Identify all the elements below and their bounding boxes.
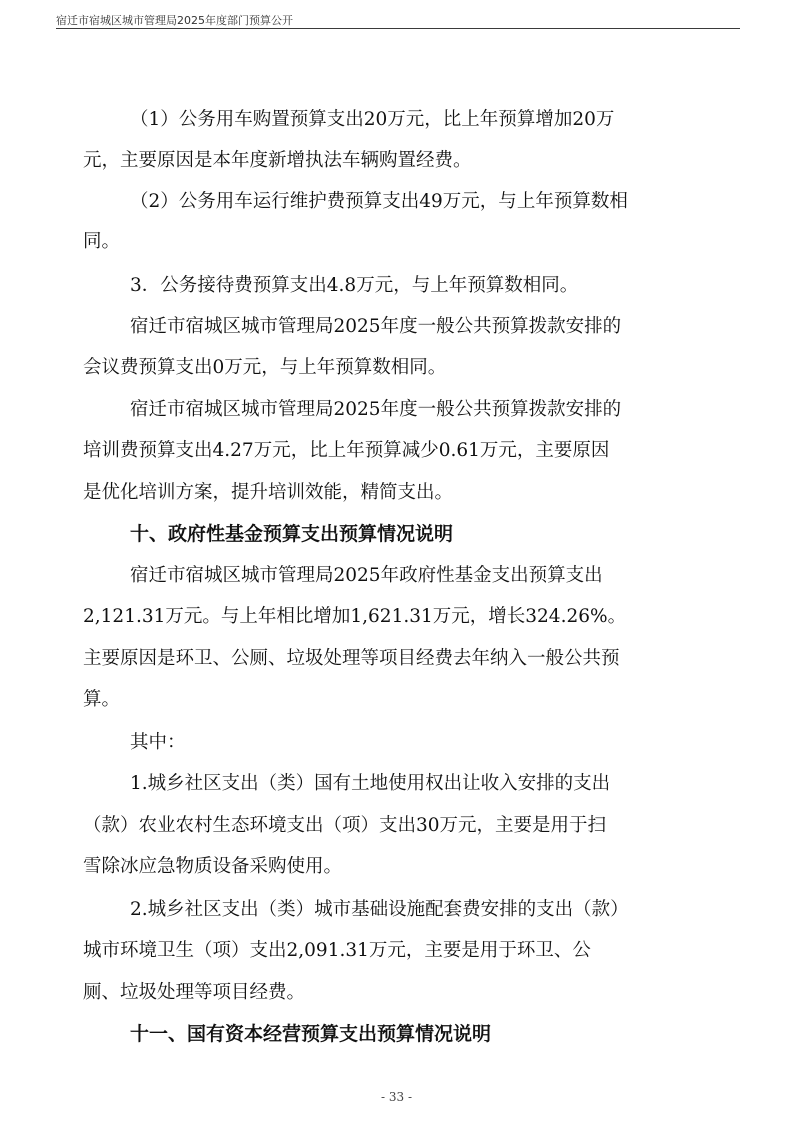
- paragraph-line: 算。: [83, 689, 121, 710]
- paragraph-line: 会议费预算支出0万元，与上年预算数相同。: [83, 357, 447, 378]
- paragraph-line: 厕、垃圾处理等项目经费。: [83, 982, 306, 1003]
- paragraph-line: 雪除冰应急物质设备采购使用。: [83, 856, 343, 877]
- section-heading: 十、政府性基金预算支出预算情况说明: [130, 523, 454, 545]
- paragraph-line: 主要原因是环卫、公厕、垃圾处理等项目经费去年纳入一般公共预: [83, 648, 620, 669]
- paragraph-line: 同。: [83, 231, 121, 252]
- paragraph-line: 3．公务接待费预算支出4.8万元，与上年预算数相同。: [130, 275, 579, 296]
- paragraph-line: 其中：: [130, 732, 186, 753]
- paragraph-line: （款）农业农村生态环境支出（项）支出30万元，主要是用于扫: [83, 815, 607, 836]
- paragraph-line: （2）公务用车运行维护费预算支出49万元，与上年预算数相: [130, 191, 628, 212]
- paragraph-line: 宿迁市宿城区城市管理局2025年度一般公共预算拨款安排的: [130, 399, 622, 420]
- paragraph-line: 1.城乡社区支出（类）国有土地使用权出让收入安排的支出: [130, 773, 611, 794]
- paragraph-line: 培训费预算支出4.27万元，比上年预算减少0.61万元，主要原因: [83, 440, 610, 461]
- section-heading: 十一、国有资本经营预算支出预算情况说明: [130, 1023, 492, 1045]
- paragraph-line: 城市环境卫生（项）支出2,091.31万元，主要是用于环卫、公: [83, 940, 591, 961]
- paragraph-line: 元，主要原因是本年度新增执法车辆购置经费。: [83, 150, 472, 171]
- paragraph-line: （1）公务用车购置预算支出20万元，比上年预算增加20万: [130, 109, 615, 130]
- paragraph-line: 宿迁市宿城区城市管理局2025年政府性基金支出预算支出: [130, 565, 603, 586]
- running-header: 宿迁市宿城区城市管理局2025年度部门预算公开: [56, 14, 293, 27]
- paragraph-line: 是优化培训方案，提升培训效能，精简支出。: [83, 482, 454, 503]
- paragraph-line: 宿迁市宿城区城市管理局2025年度一般公共预算拨款安排的: [130, 316, 622, 337]
- page-number: - 33 -: [380, 1090, 412, 1104]
- header-divider: [56, 28, 740, 29]
- paragraph-line: 2,121.31万元。与上年相比增加1,621.31万元，增长324.26%。: [83, 606, 627, 627]
- paragraph-line: 2.城乡社区支出（类）城市基础设施配套费安排的支出（款）: [130, 899, 629, 920]
